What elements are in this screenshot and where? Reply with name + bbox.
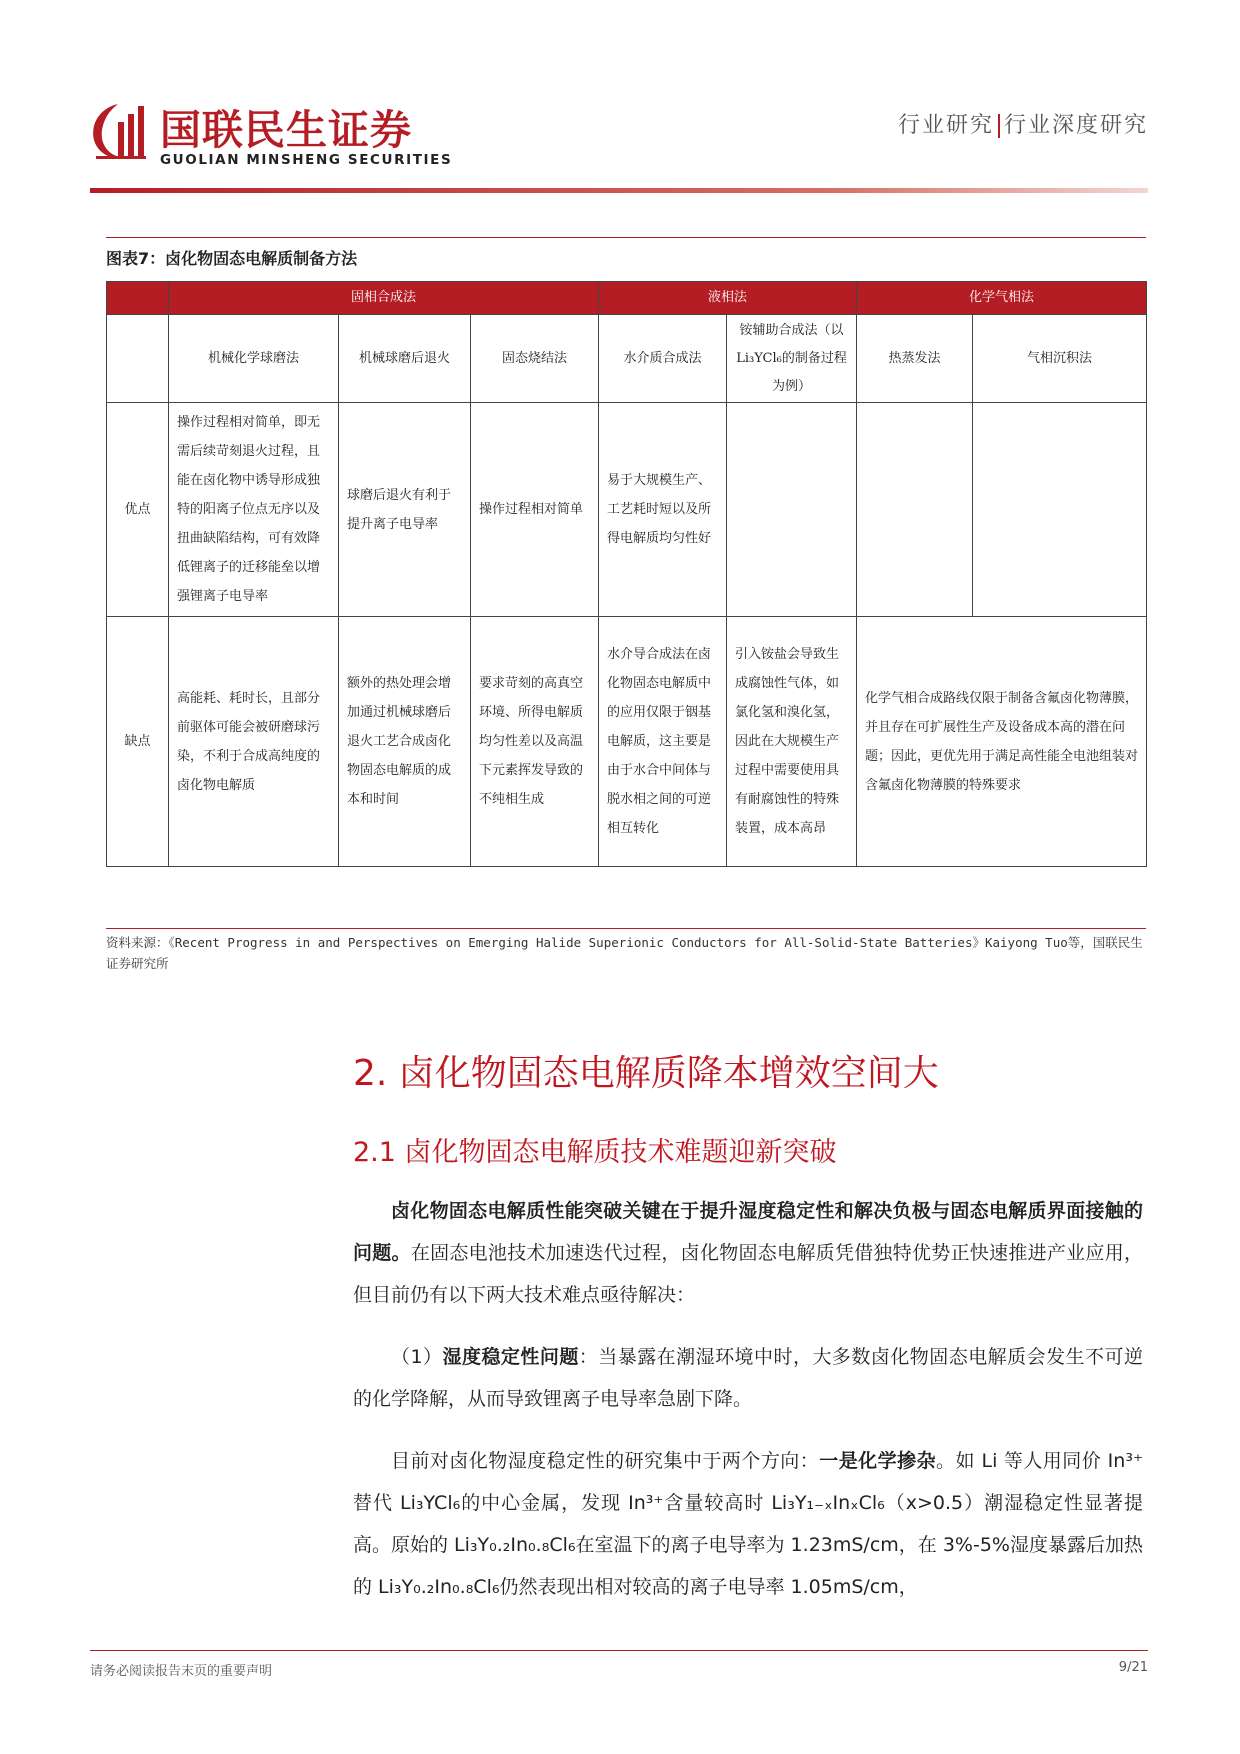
company-logo-icon — [88, 100, 152, 162]
method-cell: 气相沉积法 — [973, 315, 1147, 403]
group-vapor-phase: 化学气相法 — [857, 282, 1147, 315]
paragraph-2-body: ：当暴露在潮湿环境中时，大多数卤化物固态电解质会发生不可逆的化学降解，从而导致锂离子电导率急剧下降。 — [353, 1346, 1143, 1410]
paragraph-3 — [353, 1440, 1143, 1608]
cons-cell: 引入铵盐会导致生成腐蚀性气体，如氯化氢和溴化氢，因此在大规模生产过程中需要使用具有耐腐蚀性的特殊装置，成本高昂 — [727, 617, 857, 867]
source-rule — [106, 928, 1146, 929]
row-label-cons: 缺点 — [107, 617, 169, 867]
paragraph-2-number: （1） — [391, 1346, 443, 1368]
table-pros-row — [107, 403, 1147, 617]
section-heading: 2. 卤化物固态电解质降本增效空间大 — [353, 1053, 939, 1094]
table-method-row — [107, 315, 1147, 403]
method-cell: 热蒸发法 — [857, 315, 973, 403]
cons-cell: 水介导合成法在卤化物固态电解质中的应用仅限于铟基电解质，这主要是由于水合中间体与脱水相之间的可逆相互转化 — [599, 617, 727, 867]
method-cell: 机械球磨后退火 — [339, 315, 471, 403]
method-cell: 水介质合成法 — [599, 315, 727, 403]
paragraph-3-body: 。如 Li 等人用同价 In³⁺替代 Li₃YCl₆的中心金属，发现 In³⁺含量较高时 Li₃Y₁₋ₓInₓCl₆（x>0.5）潮湿稳定性显著提高。原始的 Li₃Y₀.₂In₀.₈Cl₆在室温下的离子电导率为 1.23mS/cm，在 3%-5%湿度暴露后加热的 Li₃Y₀.₂In₀.₈Cl₆仍然表现出相对较高的离子电导率 1.05mS/cm， — [353, 1450, 1143, 1598]
cons-cell-vapor: 化学气相合成路线仅限于制备含氟卤化物薄膜，并且存在可扩展性生产及设备成本高的潜在问题；因此，更优先用于满足高性能全电池组装对含氟卤化物薄膜的特殊要求 — [857, 617, 1147, 867]
figure-top-rule — [106, 237, 1146, 238]
group-liquid-phase: 液相法 — [599, 282, 857, 315]
table-group-header-row — [107, 282, 1147, 315]
header-divider — [90, 188, 1148, 193]
paragraph-2-lead: 湿度稳定性问题 — [442, 1346, 579, 1368]
method-label-corner — [107, 315, 169, 403]
logo-chinese-name: 国联民生证券 — [160, 106, 412, 154]
table-cons-row — [107, 617, 1147, 867]
method-cell: 固态烧结法 — [471, 315, 599, 403]
paragraph-2 — [353, 1336, 1143, 1420]
subsection-heading: 2.1 卤化物固态电解质技术难题迎新突破 — [353, 1137, 837, 1168]
pros-cell — [727, 403, 857, 617]
row-label-pros: 优点 — [107, 403, 169, 617]
pros-cell — [857, 403, 973, 617]
page-number: 9/21 — [1118, 1660, 1148, 1675]
footer-disclaimer: 请务必阅读报告末页的重要声明 — [90, 1664, 273, 1679]
cons-cell: 要求苛刻的高真空环境、所得电解质均匀性差以及高温下元素挥发导致的不纯相生成 — [471, 617, 599, 867]
paragraph-1-lead: 卤化物固态电解质性能突破关键在于提升湿度稳定性和解决负极与固态电解质界面接触的问题。 — [353, 1200, 1143, 1264]
cons-cell: 高能耗、耗时长，且部分前驱体可能会被研磨球污染，不利于合成高纯度的卤化物电解质 — [169, 617, 339, 867]
paragraph-3-intro: 目前对卤化物湿度稳定性的研究集中于两个方向： — [391, 1450, 820, 1472]
logo-english-name: GUOLIAN MINSHENG SECURITIES — [160, 152, 453, 168]
group-solid-phase: 固相合成法 — [169, 282, 599, 315]
pros-cell: 易于大规模生产、工艺耗时短以及所得电解质均匀性好 — [599, 403, 727, 617]
footer-divider — [90, 1650, 1148, 1651]
figure-title: 图表7：卤化物固态电解质制备方法 — [106, 249, 358, 268]
pros-cell — [973, 403, 1147, 617]
category-deep-research: 行业深度研究 — [1003, 113, 1148, 138]
category-divider — [998, 114, 1000, 138]
method-cell: 机械化学球磨法 — [169, 315, 339, 403]
pros-cell: 操作过程相对简单，即无需后续苛刻退火过程，且能在卤化物中诱导形成独特的阳离子位点无序以及扭曲缺陷结构，可有效降低锂离子的迁移能垒以增强锂离子电导率 — [169, 403, 339, 617]
report-category — [898, 108, 1148, 139]
figure-source: 资料来源：《Recent Progress in and Perspectives on Emerging Halide Superionic Conductors for All-Solid-State Batteries》Kaiyong Tuo等，国联民生证券研究所 — [106, 935, 1143, 971]
paragraph-1-body: 在固态电池技术加速迭代过程，卤化物固态电解质凭借独特优势正快速推进产业应用，但目前仍有以下两大技术难点亟待解决： — [353, 1242, 1143, 1306]
cons-cell: 额外的热处理会增加通过机械球磨后退火工艺合成卤化物固态电解质的成本和时间 — [339, 617, 471, 867]
pros-cell: 球磨后退火有利于提升离子电导率 — [339, 403, 471, 617]
paragraph-3-lead: 一是化学掺杂 — [819, 1450, 937, 1472]
paragraph-1 — [353, 1190, 1143, 1316]
pros-cell: 操作过程相对简单 — [471, 403, 599, 617]
category-industry-research: 行业研究 — [897, 113, 994, 138]
header-corner-cell — [107, 282, 169, 315]
preparation-methods-table — [106, 281, 1147, 867]
method-cell: 铵辅助合成法（以Li₃YCl₆的制备过程为例） — [727, 315, 857, 403]
